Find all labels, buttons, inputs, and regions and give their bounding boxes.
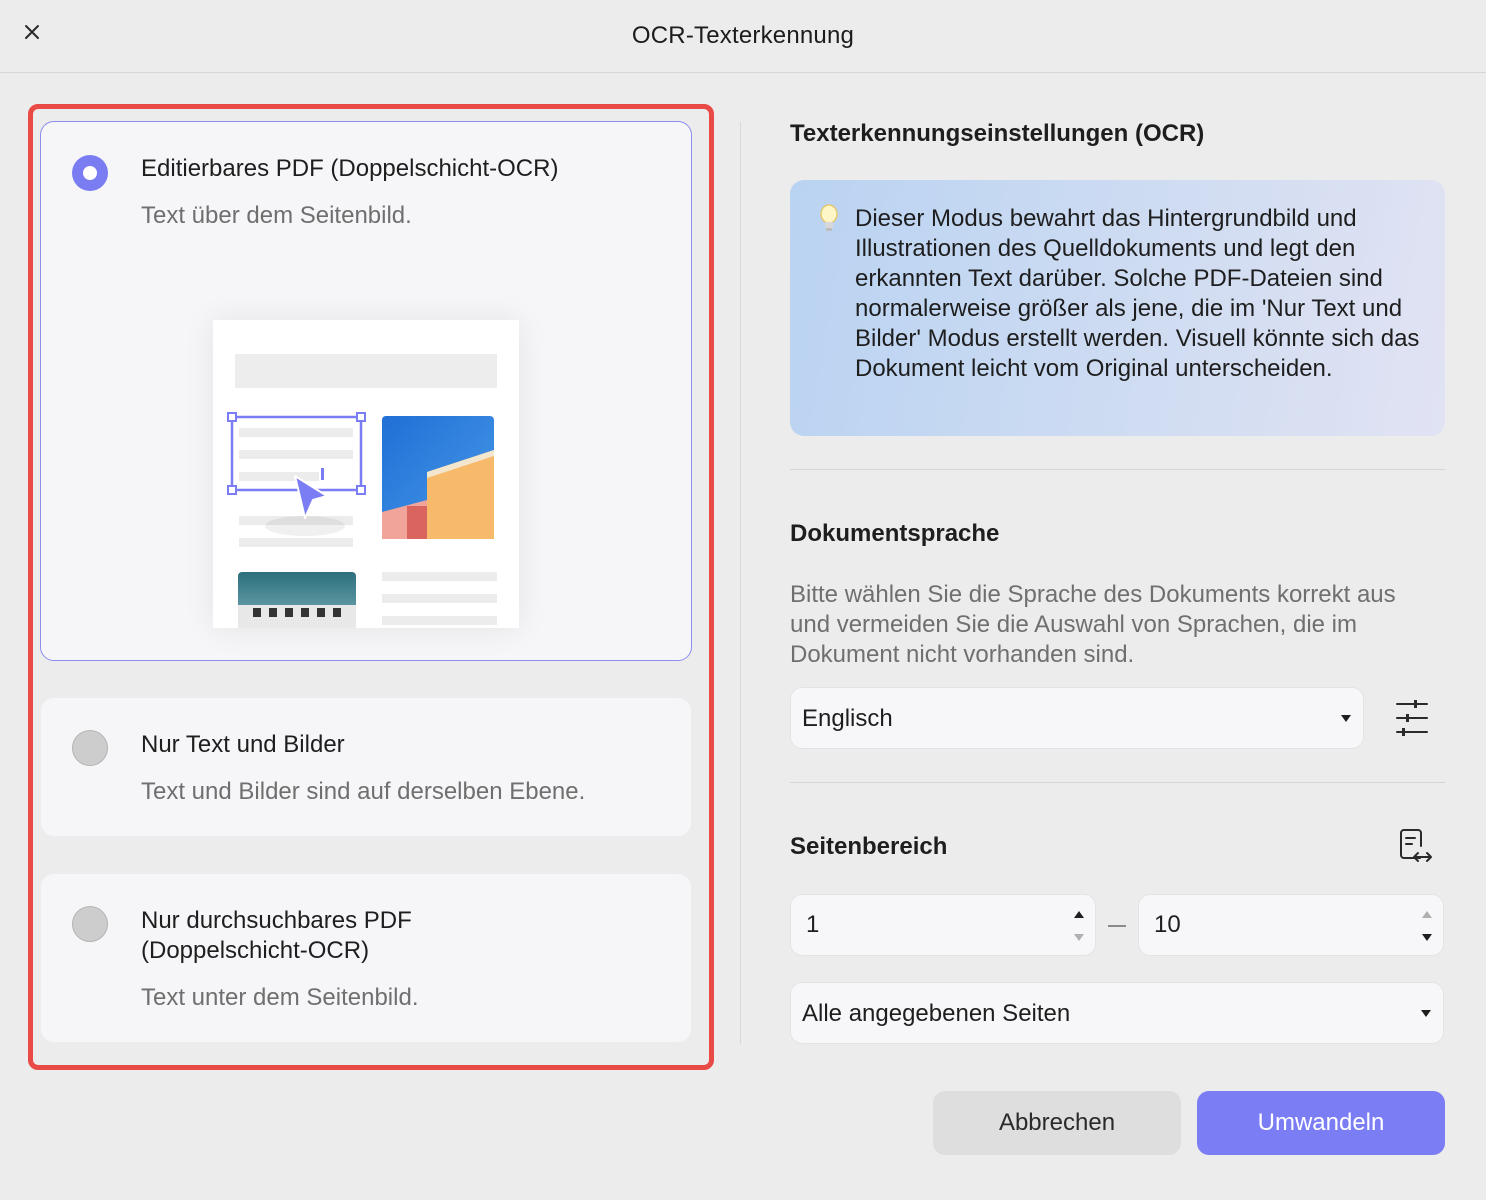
option-subtitle: Text über dem Seitenbild. <box>141 202 412 229</box>
stepper-arrows-icon[interactable] <box>1420 909 1434 943</box>
radio-editable-pdf[interactable] <box>72 155 108 191</box>
stepper-arrows-icon[interactable] <box>1072 909 1086 943</box>
section-divider <box>790 469 1445 470</box>
section-divider <box>790 782 1445 783</box>
chevron-down-icon <box>1340 712 1352 724</box>
option-title-line-1: Nur durchsuchbares PDF <box>141 907 412 934</box>
page-from-stepper[interactable] <box>790 894 1096 956</box>
radio-text-and-images[interactable] <box>72 730 108 766</box>
dialog-title: OCR-Texterkennung <box>631 22 855 49</box>
panel-divider <box>740 122 741 1044</box>
page-range-icon <box>1396 828 1434 866</box>
language-description: Bitte wählen Sie die Sprache des Dokuments korrekt aus und vermeiden Sie die Auswahl von Sprachen, die im Dokument nicht vorhanden sind. <box>790 581 1396 668</box>
language-value: Englisch <box>802 705 893 732</box>
chevron-down-icon <box>1420 1007 1432 1019</box>
option-title: Nur Text und Bilder <box>141 731 345 758</box>
page-range-heading: Seitenbereich <box>790 833 948 860</box>
sliders-icon <box>1394 700 1430 736</box>
option-title-line-2: (Doppelschicht-OCR) <box>141 937 370 964</box>
option-text-and-images[interactable] <box>40 697 692 837</box>
language-heading: Dokumentsprache <box>790 520 1000 547</box>
option-subtitle: Text unter dem Seitenbild. <box>141 984 419 1011</box>
lightbulb-icon <box>818 204 840 234</box>
radio-searchable-pdf[interactable] <box>72 906 108 942</box>
page-range-button[interactable] <box>1396 828 1434 866</box>
option-subtitle: Text und Bilder sind auf derselben Ebene. <box>141 778 586 805</box>
page-to-input[interactable] <box>1139 895 1443 955</box>
page-from-input[interactable] <box>791 895 1095 955</box>
mode-illustration <box>213 320 519 628</box>
page-subset-select[interactable] <box>790 982 1444 1044</box>
language-settings-button[interactable] <box>1394 700 1430 736</box>
convert-button[interactable]: Umwandeln <box>1197 1091 1445 1155</box>
option-editable-pdf[interactable] <box>40 121 692 661</box>
language-select[interactable] <box>790 687 1364 749</box>
cancel-button[interactable]: Abbrechen <box>933 1091 1181 1155</box>
page-to-stepper[interactable] <box>1138 894 1444 956</box>
option-searchable-pdf[interactable] <box>40 873 692 1043</box>
info-text: Dieser Modus bewahrt das Hintergrundbild und Illustrationen des Quelldokuments und legt den erkannten Text darüber. Solche PDF-Dateien sind normalerweise größer als jene, die im 'Nur Text und Bilder' Modus erstellt werden. Visuell könnte sich das Dokument leicht vom Original unterscheiden. <box>855 205 1420 382</box>
page-subset-value: Alle angegebenen Seiten <box>802 1000 1071 1027</box>
ocr-settings-heading: Texterkennungseinstellungen (OCR) <box>790 120 1205 147</box>
range-separator <box>1108 925 1126 927</box>
title-bar <box>0 0 1486 73</box>
info-box <box>790 180 1445 436</box>
option-title: Editierbares PDF (Doppelschicht-OCR) <box>141 155 559 182</box>
